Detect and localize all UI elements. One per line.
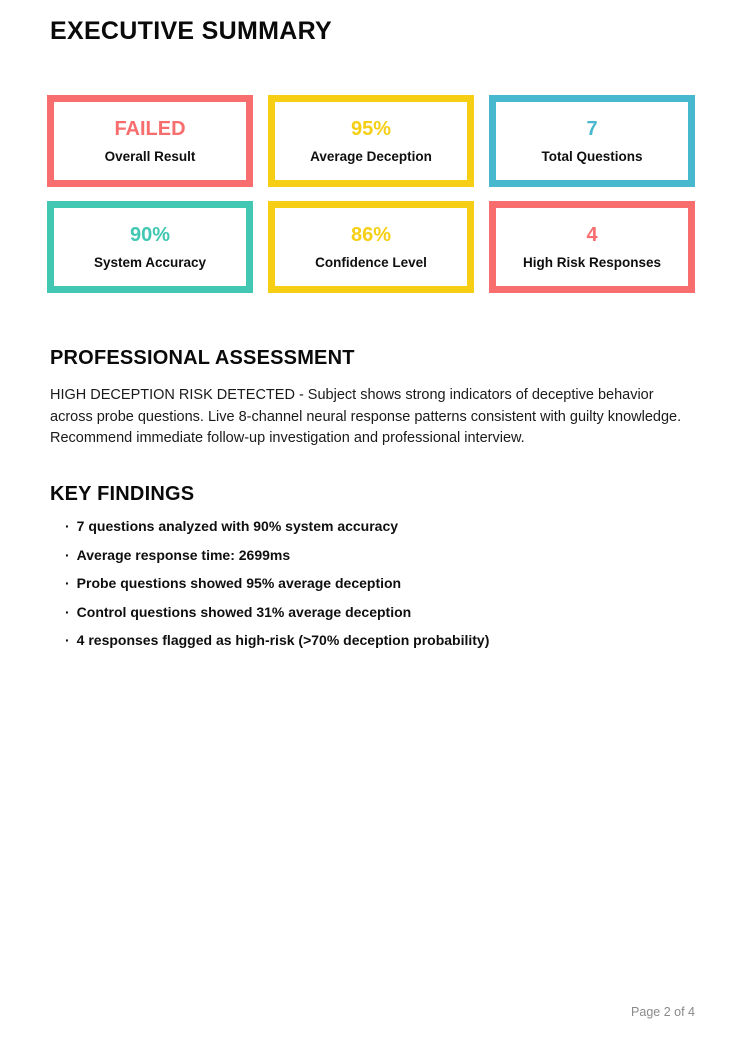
bullet-glyph: · [65, 632, 70, 648]
professional-assessment-body: HIGH DECEPTION RISK DETECTED - Subject shows strong indicators of deceptive behavior across probe questions. Live 8-channel neural response patterns consistent with guilty knowledge. Recommend immediate follow-up investigation and professional interview. [50, 387, 682, 447]
metric-label: Confidence Level [315, 254, 427, 270]
key-finding-text: Control questions showed 31% average deception [76, 603, 412, 620]
metrics-grid [47, 95, 695, 293]
page-number: Page 2 of 4 [631, 1005, 695, 1019]
key-finding-item [50, 575, 670, 591]
bullet-glyph: · [65, 603, 70, 620]
bullet-glyph: · [65, 546, 70, 563]
key-findings-heading: KEY FINDINGS [50, 483, 195, 505]
metric-card [47, 201, 253, 293]
bullet-glyph: · [65, 518, 70, 534]
metric-label: Total Questions [541, 148, 643, 164]
metric-label: Overall Result [104, 148, 196, 164]
key-finding-text: 7 questions analyzed with 90% system accuracy [76, 518, 399, 534]
metric-value: 95% [350, 117, 392, 140]
key-finding-item [50, 547, 670, 563]
metric-value: 90% [129, 223, 171, 246]
metric-label: Average Deception [310, 148, 432, 164]
key-finding-item [50, 632, 670, 648]
metric-value: 4 [586, 223, 598, 246]
key-findings-list [50, 518, 670, 661]
metric-card [489, 95, 695, 187]
page-title: EXECUTIVE SUMMARY [50, 17, 332, 45]
metric-label: System Accuracy [93, 254, 207, 270]
key-finding-item [50, 604, 670, 620]
metric-value: FAILED [114, 117, 186, 140]
key-finding-text: Average response time: 2699ms [76, 546, 291, 563]
metric-card [489, 201, 695, 293]
key-finding-text: Probe questions showed 95% average deception [76, 575, 402, 591]
metric-card [47, 95, 253, 187]
metric-value: 86% [350, 223, 392, 246]
metric-value: 7 [586, 117, 598, 140]
key-finding-item [50, 518, 670, 534]
key-finding-text: 4 responses flagged as high-risk (>70% deception probability) [76, 632, 490, 648]
metric-card [268, 201, 474, 293]
bullet-glyph: · [65, 575, 70, 591]
metric-card [268, 95, 474, 187]
metric-label: High Risk Responses [522, 254, 662, 270]
professional-assessment-heading: PROFESSIONAL ASSESSMENT [50, 347, 355, 369]
